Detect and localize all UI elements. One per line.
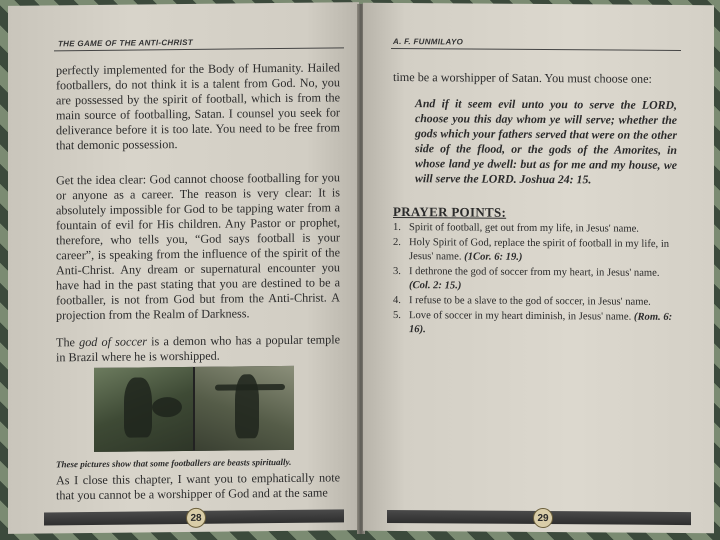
prayer-text — [409, 265, 683, 296]
photo-footballer-1 — [94, 367, 193, 452]
right-page — [363, 3, 714, 533]
scripture-quote: And if it seem evil unto you to serve the LORD, choose you this day whom ye will serve; whether the gods which your fathers served that were on the other side of the flood, or the gods of the Amorites, in whose land ye dwell: but as for me and my house, we will serve the LORD. Joshua 24: 15. — [415, 96, 677, 187]
prayer-list — [393, 221, 683, 340]
paragraph: time be a worshipper of Satan. You must choose one: — [393, 69, 652, 86]
prayer-body: Spirit of football, get out from my life, in Jesus' name. — [409, 222, 639, 235]
running-head: THE GAME OF THE ANTI-CHRIST — [58, 37, 193, 49]
header-rule — [391, 48, 681, 51]
running-head: A. F. FUNMILAYO — [393, 36, 464, 47]
prayer-body: I dethrone the god of soccer from my heart, in Jesus' name. — [409, 265, 660, 279]
prayer-item — [393, 265, 683, 296]
text-run: is a demon who has a popular temple in Brazil where he is worshipped. — [56, 332, 340, 365]
text-run: The — [56, 335, 80, 350]
page-number: 28 — [186, 508, 206, 528]
prayer-text — [409, 221, 639, 237]
page-number: 29 — [533, 508, 553, 528]
photo-caption: These pictures show that some footballers are beasts spiritually. — [56, 456, 292, 470]
prayer-text — [409, 309, 683, 340]
paragraph: Get the idea clear: God cannot choose footballing for you or anyone as a career. The reason is very clear: It is absolutely impossible for God to be tapping water from a fountain of evil for His children. Any Pastor or prophet, therefore, who tells you, “God says football is your career”, is speaking from the influence of the spirit of the Anti-Christ. Any dream or supernatural encounter you have had in the past stating that you are destined to be a footballer, is not from God but from the Anti-Christ. A projection from the Realm of Darkness. — [56, 170, 340, 323]
prayer-body: Love of soccer in my heart diminish, in Jesus' name. — [409, 309, 634, 323]
open-book — [8, 4, 714, 536]
left-page — [8, 2, 359, 534]
prayer-number: 5. — [393, 309, 401, 321]
bible-reference: (Rom. 6: 16). — [409, 311, 673, 336]
prayer-body: I refuse to be a slave to the god of soccer, in Jesus' name. — [409, 295, 651, 308]
prayer-text — [409, 294, 651, 310]
paragraph — [56, 332, 340, 365]
emphasis: god of soccer — [79, 334, 147, 350]
header-rule — [54, 47, 344, 51]
prayer-number: 4. — [393, 294, 401, 307]
paragraph: perfectly implemented for the Body of Humanity. Hailed footballers, do not think it is a talent from God. No, you are possessed by the spirit of football, which is from the main source of footballing, Satan. I counsel you seek for deliverance before it is too late. You need to be free from that demonic possession. — [56, 60, 340, 153]
prayer-item — [393, 309, 683, 340]
prayer-number: 1. — [393, 221, 401, 234]
prayer-points-heading: PRAYER POINTS: — [393, 203, 507, 220]
prayer-number: 3. — [393, 265, 401, 277]
prayer-number: 2. — [393, 236, 401, 248]
prayer-text — [409, 236, 683, 267]
prayer-item — [393, 236, 683, 267]
photo-footballer-2 — [195, 366, 294, 451]
prayer-body: Holy Spirit of God, replace the spirit of football in my life, in Jesus' name. — [409, 236, 670, 263]
bible-reference: (Col. 2: 15.) — [409, 280, 462, 292]
bible-reference: (1Cor. 6: 19.) — [464, 251, 523, 264]
footballer-photos — [94, 366, 294, 452]
paragraph: As I close this chapter, I want you to emphatically note that you cannot be a worshipper of God and at the same — [56, 470, 340, 503]
